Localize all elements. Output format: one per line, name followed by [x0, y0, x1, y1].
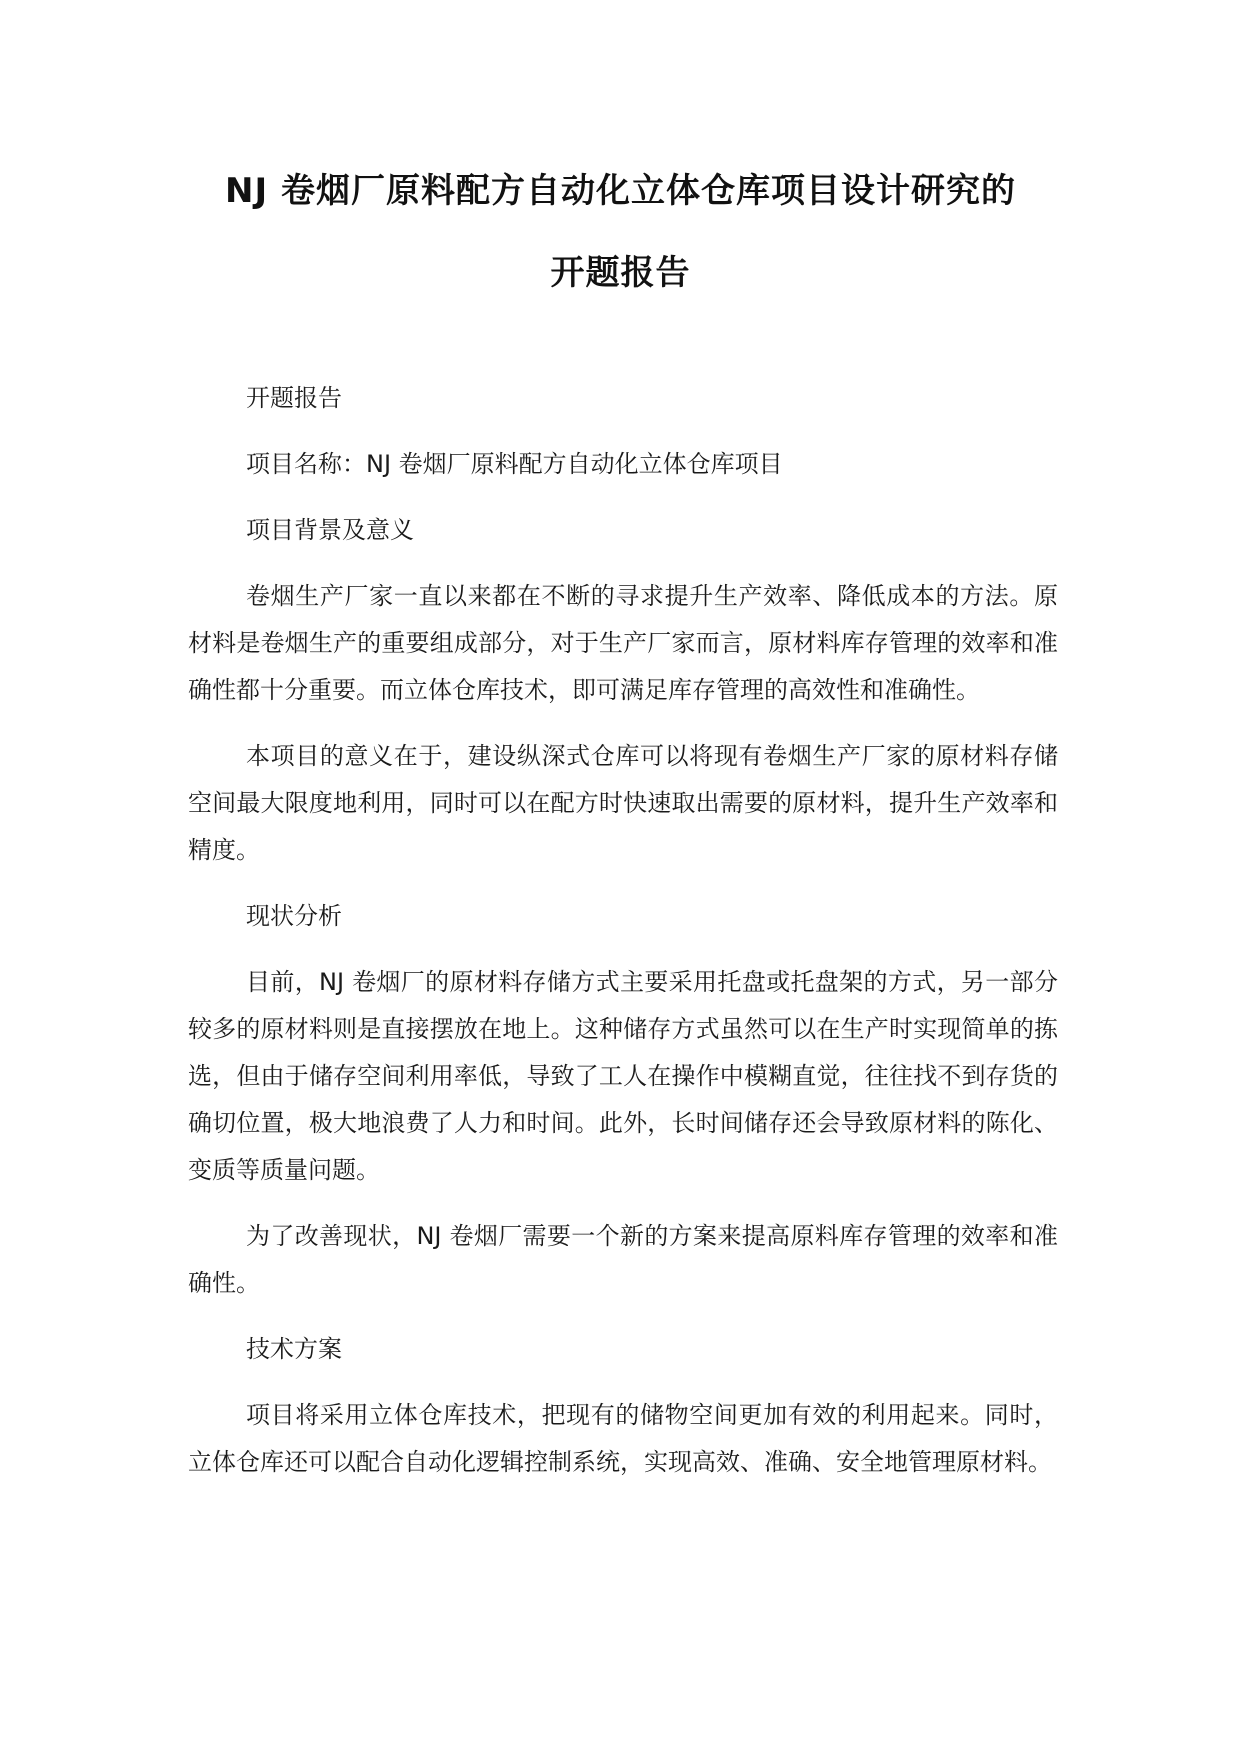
heading-opening-report: 开题报告	[246, 384, 342, 412]
document-title-line-2: 开题报告	[550, 253, 691, 293]
document-title-line-1: NJ 卷烟厂原料配方自动化立体仓库项目设计研究的	[225, 171, 1016, 211]
paragraph-status-2: 为了改善现状，NJ 卷烟厂需要一个新的方案来提高原料库存管理的效率和准确性。	[188, 1222, 1058, 1297]
document-body	[188, 375, 1058, 1505]
document-title	[0, 150, 1241, 314]
heading-technical-plan: 技术方案	[246, 1335, 342, 1363]
project-name: 项目名称：NJ 卷烟厂原料配方自动化立体仓库项目	[246, 450, 783, 478]
paragraph-technical-1: 项目将采用立体仓库技术，把现有的储物空间更加有效的利用起来。同时，立体仓库还可以配合自动化逻辑控制系统，实现高效、准确、安全地管理原材料。	[188, 1401, 1058, 1476]
heading-background: 项目背景及意义	[246, 516, 414, 544]
paragraph-status-1: 目前，NJ 卷烟厂的原材料存储方式主要采用托盘或托盘架的方式，另一部分较多的原材料则是直接摆放在地上。这种储存方式虽然可以在生产时实现简单的拣选，但由于储存空间利用率低，导致了工人在操作中模糊直觉，往往找不到存货的确切位置，极大地浪费了人力和时间。此外，长时间储存还会导致原材料的陈化、变质等质量问题。	[188, 968, 1058, 1184]
paragraph-background-1: 卷烟生产厂家一直以来都在不断的寻求提升生产效率、降低成本的方法。原材料是卷烟生产的重要组成部分，对于生产厂家而言，原材料库存管理的效率和准确性都十分重要。而立体仓库技术，即可满足库存管理的高效性和准确性。	[188, 582, 1058, 704]
heading-status-analysis: 现状分析	[246, 902, 342, 930]
paragraph-background-2: 本项目的意义在于，建设纵深式仓库可以将现有卷烟生产厂家的原材料存储空间最大限度地利用，同时可以在配方时快速取出需要的原材料，提升生产效率和精度。	[188, 742, 1058, 864]
